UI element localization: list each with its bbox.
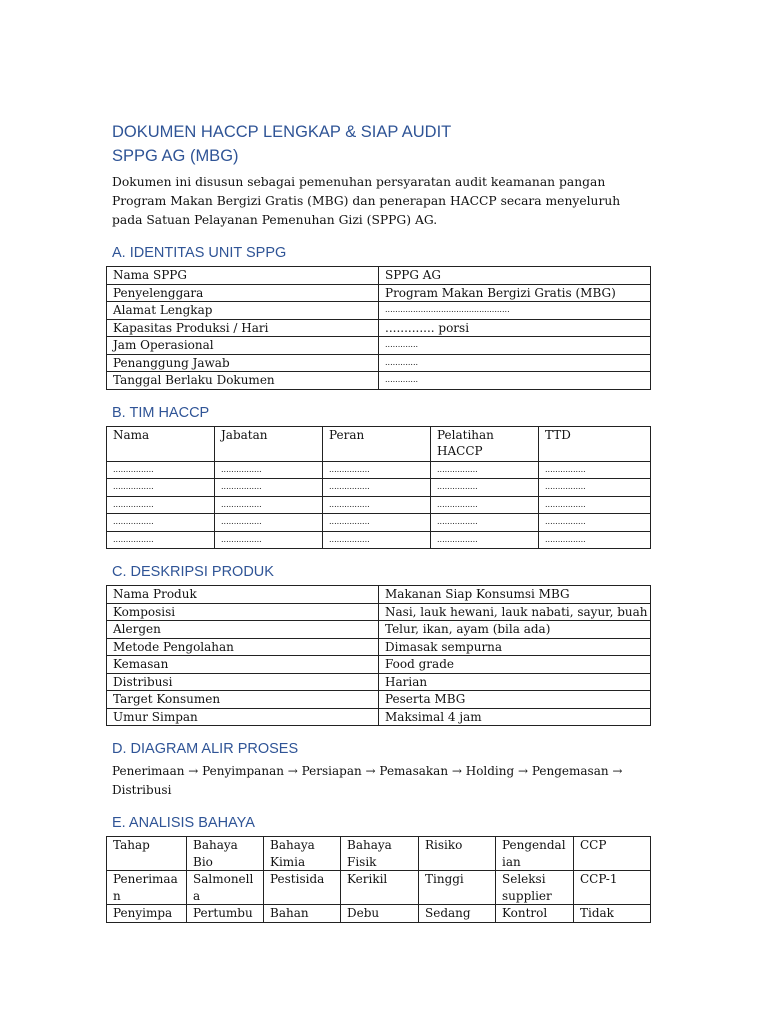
table-cell: ................ [107, 479, 215, 497]
identity-label: Jam Operasional [107, 337, 379, 355]
table-cell: ................ [539, 531, 651, 549]
table-row [107, 284, 651, 302]
product-value: Makanan Siap Konsumsi MBG [379, 586, 651, 604]
identity-table [106, 266, 651, 390]
table-row [107, 267, 651, 285]
table-row [107, 531, 651, 549]
table-cell: ................ [107, 514, 215, 532]
table-cell: ................ [539, 479, 651, 497]
identity-label: Kapasitas Produksi / Hari [107, 319, 379, 337]
product-value: Dimasak sempurna [379, 638, 651, 656]
product-value: Telur, ikan, ayam (bila ada) [379, 621, 651, 639]
table-cell: Debu [341, 905, 419, 923]
product-label: Kemasan [107, 656, 379, 674]
identity-label: Alamat Lengkap [107, 302, 379, 320]
table-cell: ................ [431, 461, 539, 479]
table-cell: ................ [539, 514, 651, 532]
table-cell: ................ [323, 496, 431, 514]
table-row [107, 372, 651, 390]
product-description-table [106, 585, 651, 726]
table-row [107, 354, 651, 372]
section-e-heading: E. ANALISIS BAHAYA [112, 815, 255, 831]
product-value: Peserta MBG [379, 691, 651, 709]
table-cell: ................ [215, 479, 323, 497]
identity-label: Nama SPPG [107, 267, 379, 285]
table-row [107, 337, 651, 355]
table-row [107, 586, 651, 604]
column-header: Nama [107, 426, 215, 461]
table-header-row [107, 837, 651, 871]
column-header: TTD [539, 426, 651, 461]
table-cell: ................ [431, 514, 539, 532]
table-row [107, 302, 651, 320]
intro-paragraph: Dokumen ini disusun sebagai pemenuhan persyaratan audit keamanan pangan Program Makan Bergizi Gratis (MBG) dan penerapan HACCP secara menyeluruh pada Satuan Pelayanan Pemenuhan Gizi (SPPG) AG. [112, 175, 621, 227]
table-cell: ................ [215, 514, 323, 532]
identity-value: ................................................. [379, 302, 651, 320]
table-row [107, 638, 651, 656]
table-cell: ................ [431, 531, 539, 549]
table-cell: Tidak [574, 905, 651, 923]
table-cell: Sedang [419, 905, 496, 923]
table-cell: ................ [431, 496, 539, 514]
column-header: Bahaya Fisik [341, 837, 419, 871]
table-cell: ................ [107, 461, 215, 479]
section-d-heading: D. DIAGRAM ALIR PROSES [112, 741, 299, 757]
table-row [107, 656, 651, 674]
product-value: Harian [379, 673, 651, 691]
table-cell: ................ [215, 461, 323, 479]
table-cell: Tinggi [419, 871, 496, 905]
table-cell: ................ [107, 496, 215, 514]
table-row [107, 673, 651, 691]
table-cell: ................ [323, 479, 431, 497]
process-flow-text: Penerimaan → Penyimpanan → Persiapan → Pemasakan → Holding → Pengemasan → Distribusi [112, 764, 623, 797]
document-subtitle: SPPG AG (MBG) [112, 147, 239, 165]
column-header: Pengendalian [496, 837, 574, 871]
product-label: Target Konsumen [107, 691, 379, 709]
table-cell: ................ [323, 531, 431, 549]
document-title: DOKUMEN HACCP LENGKAP & SIAP AUDIT [112, 123, 452, 141]
table-header-row [107, 426, 651, 461]
table-row [107, 319, 651, 337]
table-cell: ................ [539, 496, 651, 514]
identity-value: ............. [379, 337, 651, 355]
identity-label: Tanggal Berlaku Dokumen [107, 372, 379, 390]
table-cell: ................ [323, 514, 431, 532]
column-header: Peran [323, 426, 431, 461]
table-row [107, 871, 651, 905]
table-cell: Penyimpa [107, 905, 187, 923]
section-a-heading: A. IDENTITAS UNIT SPPG [112, 245, 287, 261]
table-cell: CCP-1 [574, 871, 651, 905]
table-row [107, 905, 651, 923]
table-row [107, 514, 651, 532]
identity-label: Penanggung Jawab [107, 354, 379, 372]
identity-value: ............. [379, 372, 651, 390]
column-header: Bahaya Kimia [264, 837, 341, 871]
product-value: Nasi, lauk hewani, lauk nabati, sayur, buah [379, 603, 651, 621]
column-header: Pelatihan HACCP [431, 426, 539, 461]
product-label: Distribusi [107, 673, 379, 691]
table-cell: Kerikil [341, 871, 419, 905]
product-label: Nama Produk [107, 586, 379, 604]
table-row [107, 708, 651, 726]
table-cell: Kontrol [496, 905, 574, 923]
identity-value: ............. porsi [379, 319, 651, 337]
document-page [112, 120, 648, 923]
table-row [107, 461, 651, 479]
table-cell: Pertumbu [187, 905, 264, 923]
table-cell: ................ [107, 531, 215, 549]
table-row [107, 496, 651, 514]
identity-label: Penyelenggara [107, 284, 379, 302]
hazard-analysis-table [106, 836, 651, 923]
table-row [107, 691, 651, 709]
column-header: Tahap [107, 837, 187, 871]
column-header: Jabatan [215, 426, 323, 461]
column-header: CCP [574, 837, 651, 871]
table-row [107, 621, 651, 639]
product-label: Komposisi [107, 603, 379, 621]
table-row [107, 603, 651, 621]
identity-value: ............. [379, 354, 651, 372]
haccp-team-table [106, 426, 651, 550]
section-b-heading: B. TIM HACCP [112, 404, 210, 421]
table-cell: Seleksi supplier [496, 871, 574, 905]
table-cell: Bahan [264, 905, 341, 923]
section-c-heading: C. DESKRIPSI PRODUK [112, 564, 274, 580]
identity-value: Program Makan Bergizi Gratis (MBG) [379, 284, 651, 302]
table-cell: Pestisida [264, 871, 341, 905]
table-row [107, 479, 651, 497]
column-header: Bahaya Bio [187, 837, 264, 871]
table-cell: ................ [323, 461, 431, 479]
product-label: Alergen [107, 621, 379, 639]
product-label: Metode Pengolahan [107, 638, 379, 656]
table-cell: ................ [431, 479, 539, 497]
table-cell: Penerimaan [107, 871, 187, 905]
identity-value: SPPG AG [379, 267, 651, 285]
table-cell: ................ [539, 461, 651, 479]
column-header: Risiko [419, 837, 496, 871]
product-value: Maksimal 4 jam [379, 708, 651, 726]
product-label: Umur Simpan [107, 708, 379, 726]
table-cell: ................ [215, 496, 323, 514]
table-cell: ................ [215, 531, 323, 549]
product-value: Food grade [379, 656, 651, 674]
table-cell: Salmonella [187, 871, 264, 905]
